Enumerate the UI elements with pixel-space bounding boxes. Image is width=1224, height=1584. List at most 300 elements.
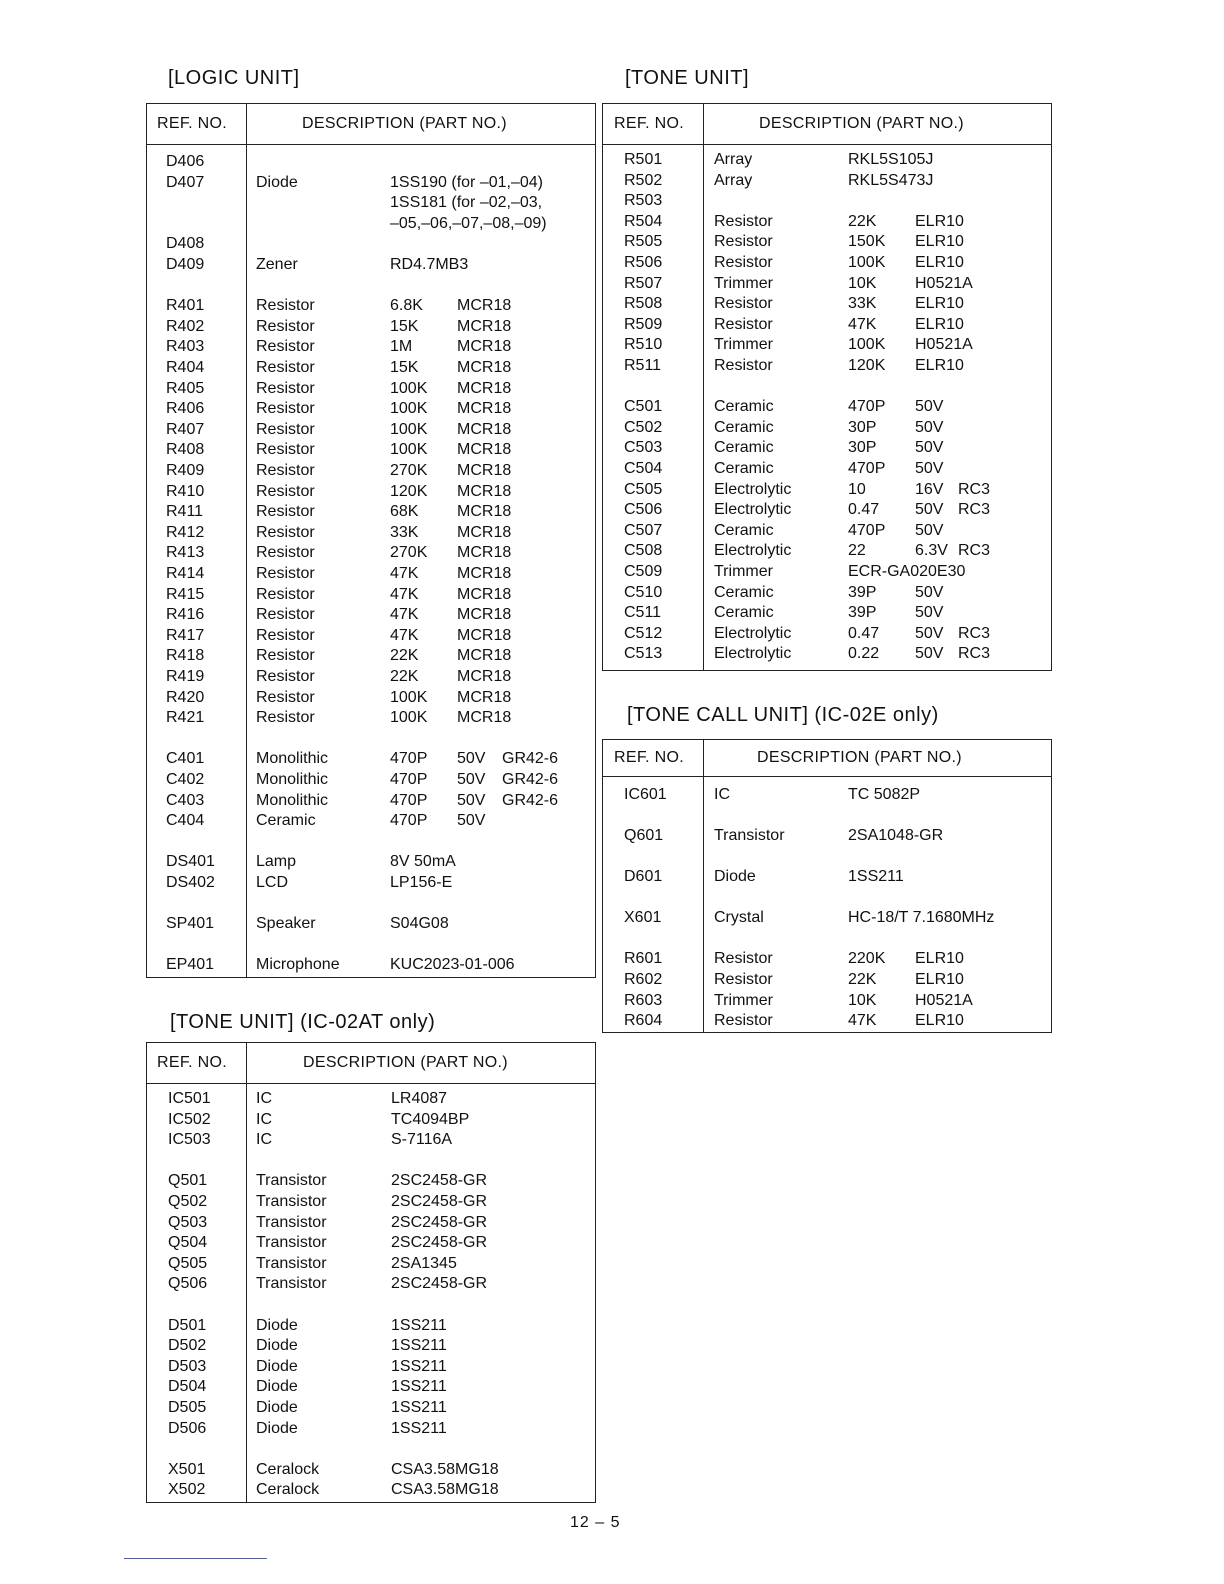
table-row [603,315,1051,335]
table-row [603,521,1051,541]
table-row [603,150,1051,170]
description-cell: Array [714,171,753,189]
table-row [603,459,1051,479]
part-number-cell: 47K [390,626,419,644]
rating-cell: MCR18 [457,441,512,459]
table-row [147,276,595,296]
description-cell: Resistor [256,606,315,624]
description-cell: Transistor [256,1234,327,1252]
table-row [603,541,1051,561]
table-row [147,1213,595,1233]
table-row [147,1336,595,1356]
ref-no-cell: D408 [166,235,205,253]
part-number-cell: 39P [848,583,877,601]
rating-cell: ELR10 [915,971,964,988]
description-cell: Ceramic [714,439,774,457]
description-cell: Diode [714,868,756,885]
description-cell: Resistor [714,357,773,374]
part-number-cell: 2SC2458-GR [391,1275,488,1293]
description-cell: Resistor [714,295,773,313]
table-row [147,688,595,708]
rating-cell: MCR18 [457,482,512,500]
ref-no-cell: C505 [624,480,663,498]
description-cell: Diode [256,1316,298,1334]
part-number-cell: 470P [390,791,428,809]
rating-cell: MCR18 [457,523,512,541]
ref-no-cell: R508 [624,295,663,313]
table-row [147,173,595,193]
ref-no-cell: R406 [166,400,205,418]
rating-cell: MCR18 [457,585,512,603]
part-number-cell: 0.47 [848,501,880,519]
description-cell: Resistor [256,359,315,376]
table-row [603,603,1051,623]
ref-no-cell: R417 [166,626,205,644]
part-number-cell: 10 [848,480,866,498]
ref-no-cell: C508 [624,542,663,560]
ref-no-cell: Q506 [168,1275,208,1293]
part-number-cell: 2SA1048-GR [848,826,944,844]
description-cell: Monolithic [256,771,329,788]
ref-no-cell: C512 [624,624,663,642]
ref-no-cell: X502 [168,1481,206,1499]
part-number-cell: LR4087 [391,1090,448,1107]
table-row [147,646,595,666]
table-row [603,764,1051,784]
ref-no-cell: R502 [624,171,663,189]
table-row [147,1377,595,1397]
description-cell: Monolithic [256,791,329,809]
tone-unit-title: [TONE UNIT] [625,67,750,89]
table-row [603,991,1051,1011]
part-number-cell: 1SS211 [848,868,904,885]
description-cell: Ceramic [256,812,316,830]
rating-cell: MCR18 [457,626,512,644]
part-number-cell: 47K [848,315,877,333]
ref-no-header: REF. NO. [157,115,227,132]
description-cell: Resistor [256,420,315,438]
table-row [147,811,595,831]
description-cell: Resistor [256,647,315,665]
table-row [603,949,1051,969]
description-cell: Electrolytic [714,542,792,560]
part-number-cell: 30P [848,439,877,457]
link-underline [124,1558,267,1559]
table-row [147,1171,595,1191]
ref-no-cell: IC601 [624,785,667,803]
ref-no-cell: Q501 [168,1172,208,1190]
table-row [147,502,595,522]
rating-cell: 50V [457,771,486,788]
ref-no-cell: R511 [624,357,662,374]
ref-no-header: REF. NO. [614,749,684,766]
part-number-cell: 6.8K [390,297,423,315]
rating-cell: MCR18 [457,317,512,335]
description-cell: Diode [256,1419,298,1437]
table-row [147,894,595,914]
description-cell: Resistor [256,523,315,541]
logic-unit-title: [LOGIC UNIT] [168,67,300,89]
table-row [147,1439,595,1459]
rating-cell: 50V [915,418,944,436]
rating-cell: 50V [457,791,486,809]
ref-no-cell: R419 [166,668,205,685]
table-header [147,104,595,145]
logic-unit-table [146,103,596,978]
table-row [147,935,595,955]
table-header [603,104,1051,145]
part-number-cell: 47K [390,565,419,582]
ref-no-cell: D406 [166,153,205,170]
table-row [603,846,1051,866]
ref-no-cell: Q502 [168,1193,208,1210]
part-number-cell: 39P [848,604,877,622]
part-number-cell: TC 5082P [848,785,921,803]
rating-cell: 50V [915,501,944,519]
description-cell: Diode [256,1399,298,1416]
rating-cell: ELR10 [915,233,964,251]
description-cell: Monolithic [256,750,329,768]
ref-no-header: REF. NO. [614,115,684,132]
table-row [603,335,1051,355]
rating-cell: ELR10 [915,295,964,313]
table-row [147,626,595,646]
rating-cell: 50V [457,812,486,830]
ref-no-cell: C507 [624,521,663,539]
description-cell: Transistor [714,826,785,844]
description-cell: Electrolytic [714,624,792,642]
ref-no-cell: IC503 [168,1131,211,1149]
description-cell: LCD [256,874,289,891]
table-header [147,1043,595,1084]
description-cell: Array [714,151,753,168]
table-row [603,624,1051,644]
rating-cell: 6.3V [915,542,948,560]
description-cell: IC [256,1131,272,1149]
table-row [603,397,1051,417]
description-cell: IC [714,785,730,803]
part-number-cell: 270K [390,544,428,562]
tone-call-unit-table [602,739,1052,1033]
part-number-cell: –05,–06,–07,–08,–09) [390,214,547,232]
rating-cell: MCR18 [457,565,512,582]
ref-no-cell: R401 [166,297,205,315]
part-number-cell: 0.47 [848,624,880,642]
spec-cell: GR42-6 [502,771,559,788]
table-row [603,1011,1051,1031]
description-cell: Microphone [256,956,340,974]
table-row [147,1480,595,1500]
part-number-cell: 2SC2458-GR [391,1213,488,1231]
table-row [147,1398,595,1418]
description-cell: Resistor [714,254,773,271]
rating-cell: MCR18 [457,688,512,706]
description-cell: Resistor [256,462,315,479]
table-row [147,1110,595,1130]
rating-cell: ELR10 [915,254,964,271]
rating-cell: ELR10 [915,950,964,968]
part-number-cell: 150K [848,233,886,251]
description-cell: Diode [256,1337,298,1355]
ref-no-cell: R421 [166,709,205,727]
ref-no-cell: R603 [624,991,663,1009]
ref-no-cell: C511 [624,604,662,622]
description-cell: Resistor [256,585,315,603]
table-row [147,337,595,357]
ref-no-cell: R416 [166,606,205,624]
part-number-cell: 220K [848,950,886,968]
ref-no-cell: R413 [166,544,205,562]
part-number-cell: 1SS211 [391,1357,447,1375]
table-row [147,1254,595,1274]
ref-no-cell: R408 [166,441,205,459]
part-number-cell: 47K [848,1012,877,1030]
table-row [147,585,595,605]
part-number-cell: 33K [848,295,877,313]
ref-no-cell: R601 [624,950,663,968]
ref-no-cell: D504 [168,1378,207,1396]
part-number-cell: 2SC2458-GR [391,1193,488,1210]
part-number-cell: LP156-E [390,874,453,891]
rating-cell: 50V [457,750,486,768]
ref-no-cell: R405 [166,379,205,397]
table-row [603,212,1051,232]
description-cell: Resistor [714,212,773,230]
part-number-cell: 22K [848,212,877,230]
spec-cell: GR42-6 [502,791,559,809]
description-cell: Transistor [256,1275,327,1293]
table-row [147,770,595,790]
rating-cell: MCR18 [457,338,512,356]
table-row [147,1130,595,1150]
table-row [603,970,1051,990]
ref-no-cell: R402 [166,317,205,335]
description-cell: Transistor [256,1213,327,1231]
table-row [603,500,1051,520]
part-number-cell: 30P [848,418,877,436]
description-cell: Diode [256,173,298,191]
table-row [147,482,595,502]
table-row [147,523,595,543]
description-cell: Resistor [256,668,315,685]
description-cell: Electrolytic [714,480,792,498]
part-number-cell: 33K [390,523,419,541]
table-row [147,234,595,254]
description-cell: Trimmer [714,563,773,580]
description-cell: Trimmer [714,991,773,1009]
part-number-cell: RKL5S105J [848,151,934,168]
ref-no-cell: C402 [166,771,205,788]
part-number-cell: 470P [848,398,886,416]
ref-no-header: REF. NO. [157,1054,227,1071]
part-number-cell: 68K [390,503,419,521]
part-number-cell: 22K [848,971,877,988]
description-cell: Speaker [256,915,316,933]
ref-no-cell: X601 [624,909,662,927]
spec-cell: RC3 [958,501,991,519]
part-number-cell: TC4094BP [391,1110,470,1128]
part-number-cell: 470P [390,771,428,788]
tone-unit-table [602,103,1052,671]
description-cell: Electrolytic [714,501,792,519]
ref-no-cell: IC501 [168,1090,211,1107]
description-header: DESCRIPTION (PART NO.) [302,115,507,132]
rating-cell: ELR10 [915,357,964,374]
table-row [147,1151,595,1171]
ref-no-cell: C403 [166,791,205,809]
part-number-cell: 100K [390,688,428,706]
ref-no-cell: R410 [166,482,205,500]
part-number-cell: 270K [390,462,428,479]
table-row [147,399,595,419]
table-row [147,1233,595,1253]
description-cell: Resistor [256,317,315,335]
description-cell: Trimmer [714,336,773,354]
table-row [147,1192,595,1212]
table-row [147,358,595,378]
part-number-cell: 2SC2458-GR [391,1172,488,1190]
tone-call-unit-rows [603,776,1051,1032]
ref-no-cell: R505 [624,233,663,251]
table-row [147,1089,595,1109]
table-row [603,191,1051,211]
tone-unit-rows [603,144,1051,670]
rating-cell: 50V [915,645,944,663]
rating-cell: MCR18 [457,379,512,397]
description-cell: Resistor [256,503,315,521]
description-cell: Ceralock [256,1481,320,1499]
description-cell: Transistor [256,1193,327,1210]
ref-no-cell: R504 [624,212,663,230]
table-row [603,294,1051,314]
description-cell: Ceramic [714,583,774,601]
part-number-cell: 1M [390,338,413,356]
rating-cell: ELR10 [915,1012,964,1030]
ref-no-cell: D502 [168,1337,207,1355]
part-number-cell: 100K [848,336,886,354]
table-row [147,255,595,275]
description-cell: Resistor [256,400,315,418]
ref-no-cell: Q505 [168,1254,208,1272]
table-row [147,749,595,769]
logic-unit-rows [147,144,595,977]
description-cell: Trimmer [714,274,773,292]
table-row [147,708,595,728]
rating-cell: H0521A [915,274,973,292]
table-row [603,253,1051,273]
rating-cell: MCR18 [457,709,512,727]
ref-no-cell: R507 [624,274,663,292]
rating-cell: MCR18 [457,462,512,479]
part-number-cell: 100K [390,441,428,459]
table-row [603,867,1051,887]
description-cell: Crystal [714,909,764,927]
description-cell: Ceramic [714,418,774,436]
part-number-cell: 100K [390,709,428,727]
ref-no-cell: R418 [166,647,205,665]
part-number-cell: 15K [390,359,419,376]
rating-cell: 50V [915,624,944,642]
description-header: DESCRIPTION (PART NO.) [757,749,962,766]
table-row [603,644,1051,664]
table-row [603,171,1051,191]
description-cell: Resistor [714,315,773,333]
table-row [603,418,1051,438]
description-cell: Resistor [256,709,315,727]
table-row [147,1295,595,1315]
ref-no-cell: R510 [624,336,663,354]
part-number-cell: KUC2023-01-006 [390,956,515,974]
ref-no-cell: Q601 [624,826,664,844]
description-cell: Ceramic [714,521,774,539]
ref-no-cell: C506 [624,501,663,519]
part-number-cell: 47K [390,585,419,603]
part-number-cell: 0.22 [848,645,880,663]
description-header: DESCRIPTION (PART NO.) [303,1054,508,1071]
ref-no-cell: R414 [166,565,205,582]
part-number-cell: 1SS211 [391,1378,447,1396]
ref-no-cell: R506 [624,254,663,271]
table-row [147,1357,595,1377]
part-number-cell: 1SS211 [391,1337,447,1355]
ref-no-cell: C513 [624,645,663,663]
ref-no-cell: R501 [624,151,663,168]
part-number-cell: 1SS211 [391,1419,447,1437]
part-number-cell: 100K [390,379,428,397]
ref-no-cell: R503 [624,192,663,210]
ref-no-cell: DS402 [166,874,215,891]
ref-no-cell: D503 [168,1357,207,1375]
part-number-cell: 1SS181 (for –02,–03, [390,194,543,212]
ref-no-cell: R415 [166,585,205,603]
part-number-cell: 470P [848,521,886,539]
part-number-cell: 1SS190 (for –01,–04) [390,173,543,191]
table-row [147,214,595,234]
description-cell: Transistor [256,1172,327,1190]
rating-cell: 50V [915,398,944,416]
table-row [147,852,595,872]
rating-cell: MCR18 [457,544,512,562]
description-cell: Zener [256,256,298,273]
ref-no-cell: IC502 [168,1110,211,1128]
table-row [147,152,595,172]
table-row [147,317,595,337]
description-cell: Resistor [256,688,315,706]
tone-call-unit-title: [TONE CALL UNIT] (IC-02E only) [627,704,939,726]
part-number-cell: 470P [848,460,886,477]
part-number-cell: 15K [390,317,419,335]
table-row [603,356,1051,376]
rating-cell: MCR18 [457,420,512,438]
description-cell: Resistor [256,441,315,459]
table-row [147,832,595,852]
part-number-cell: 100K [848,254,886,271]
table-row [603,480,1051,500]
table-row [603,929,1051,949]
ref-no-cell: D505 [168,1399,207,1416]
description-cell: Ceramic [714,398,774,416]
table-row [147,420,595,440]
rating-cell: 50V [915,460,944,477]
table-row [147,1460,595,1480]
spec-cell: GR42-6 [502,750,559,768]
table-row [147,955,595,975]
tone-unit-ic02at-rows [147,1083,595,1502]
table-row [603,274,1051,294]
part-number-cell: 22K [390,647,419,665]
description-cell: Ceralock [256,1460,320,1478]
ref-no-cell: R420 [166,688,205,706]
